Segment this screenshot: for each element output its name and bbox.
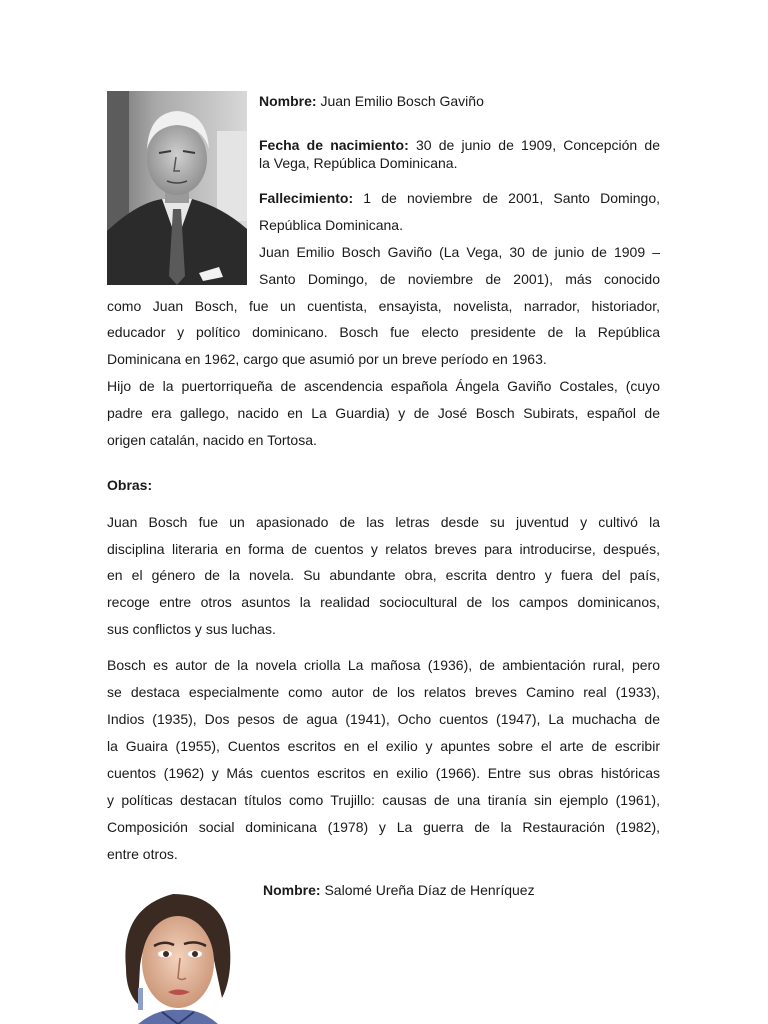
bosch-fallecimiento-line-2: República Dominicana. (259, 217, 403, 233)
obras-para2-line: entre otros. (107, 846, 178, 862)
salome-nombre: Salomé Ureña Díaz de Henríquez (324, 882, 535, 898)
bosch-bio-line: Santo Domingo, de noviembre de 2001), más conocido (259, 271, 660, 287)
obras-para2-line: cuentos (1962) y Más cuentos escritos en exilio (1966). Entre sus obras históricas (107, 765, 660, 781)
bosch-bio-line: Hijo de la puertorriqueña de ascendencia española Ángela Gaviño Costales, (cuyo (107, 378, 660, 394)
bosch-bio-line: como Juan Bosch, fue un cuentista, ensayista, novelista, narrador, historiador, (107, 298, 660, 314)
salome-nombre-line (263, 881, 535, 899)
bosch-nacimiento-line-2: la Vega, República Dominicana. (259, 155, 458, 171)
salome-nombre-label: Nombre: (263, 882, 321, 898)
obras-para1-line: recoge entre otros asuntos la realidad sociocultural de los campos dominicanos, (107, 594, 660, 610)
salome-urena-portrait (118, 888, 236, 1024)
bosch-nombre-line (259, 92, 484, 110)
juan-bosch-portrait (107, 91, 247, 285)
bosch-bio-line: padre era gallego, nacido en La Guardia) y de José Bosch Subirats, español de (107, 405, 660, 421)
obras-para1-line: en el género de la novela. Su abundante obra, escrita dentro y fuera del país, (107, 567, 660, 583)
bosch-bio-line: Dominicana en 1962, cargo que asumió por un breve período en 1963. (107, 351, 547, 367)
obras-para1-line: disciplina literaria en forma de cuentos y relatos breves para introducirse, después, (107, 541, 660, 557)
bosch-fallecimiento-label: Fallecimiento: (259, 190, 354, 206)
obras-heading: Obras: (107, 477, 153, 493)
obras-para2-line: se destaca especialmente como autor de los relatos breves Camino real (1933), (107, 684, 660, 700)
bosch-nacimiento-label: Fecha de nacimiento: (259, 137, 409, 153)
bosch-bio-line: educador y político dominicano. Bosch fue electo presidente de la República (107, 324, 660, 340)
bosch-bio-line: Juan Emilio Bosch Gaviño (La Vega, 30 de junio de 1909 – (259, 244, 660, 260)
bosch-nombre: Juan Emilio Bosch Gaviño (320, 93, 484, 109)
bosch-nombre-label: Nombre: (259, 93, 317, 109)
obras-para1-line: Juan Bosch fue un apasionado de las letras desde su juventud y cultivó la (107, 514, 660, 530)
bosch-bio-line: origen catalán, nacido en Tortosa. (107, 432, 317, 448)
obras-para2-line: y políticas destacan títulos como Trujillo: causas de una tiranía sin ejemplo (1961), (107, 792, 660, 808)
obras-para2-line: la Guaira (1955), Cuentos escritos en el exilio y apuntes sobre el arte de escribir (107, 738, 660, 754)
bosch-nacimiento-1: 30 de junio de 1909, Concepción de (415, 137, 660, 153)
obras-para2-line: Bosch es autor de la novela criolla La mañosa (1936), de ambientación rural, pero (107, 657, 660, 673)
obras-para2-line: Indios (1935), Dos pesos de agua (1941), Ocho cuentos (1947), La muchacha de (107, 711, 660, 727)
obras-para2-line: Composición social dominicana (1978) y La guerra de la Restauración (1982), (107, 819, 660, 835)
obras-para1-line: sus conflictos y sus luchas. (107, 621, 276, 637)
bosch-fallecimiento-1: 1 de noviembre de 2001, Santo Domingo, (363, 190, 661, 206)
bosch-fallecimiento-line-1 (259, 189, 660, 207)
bosch-nacimiento-line-1 (259, 136, 660, 154)
